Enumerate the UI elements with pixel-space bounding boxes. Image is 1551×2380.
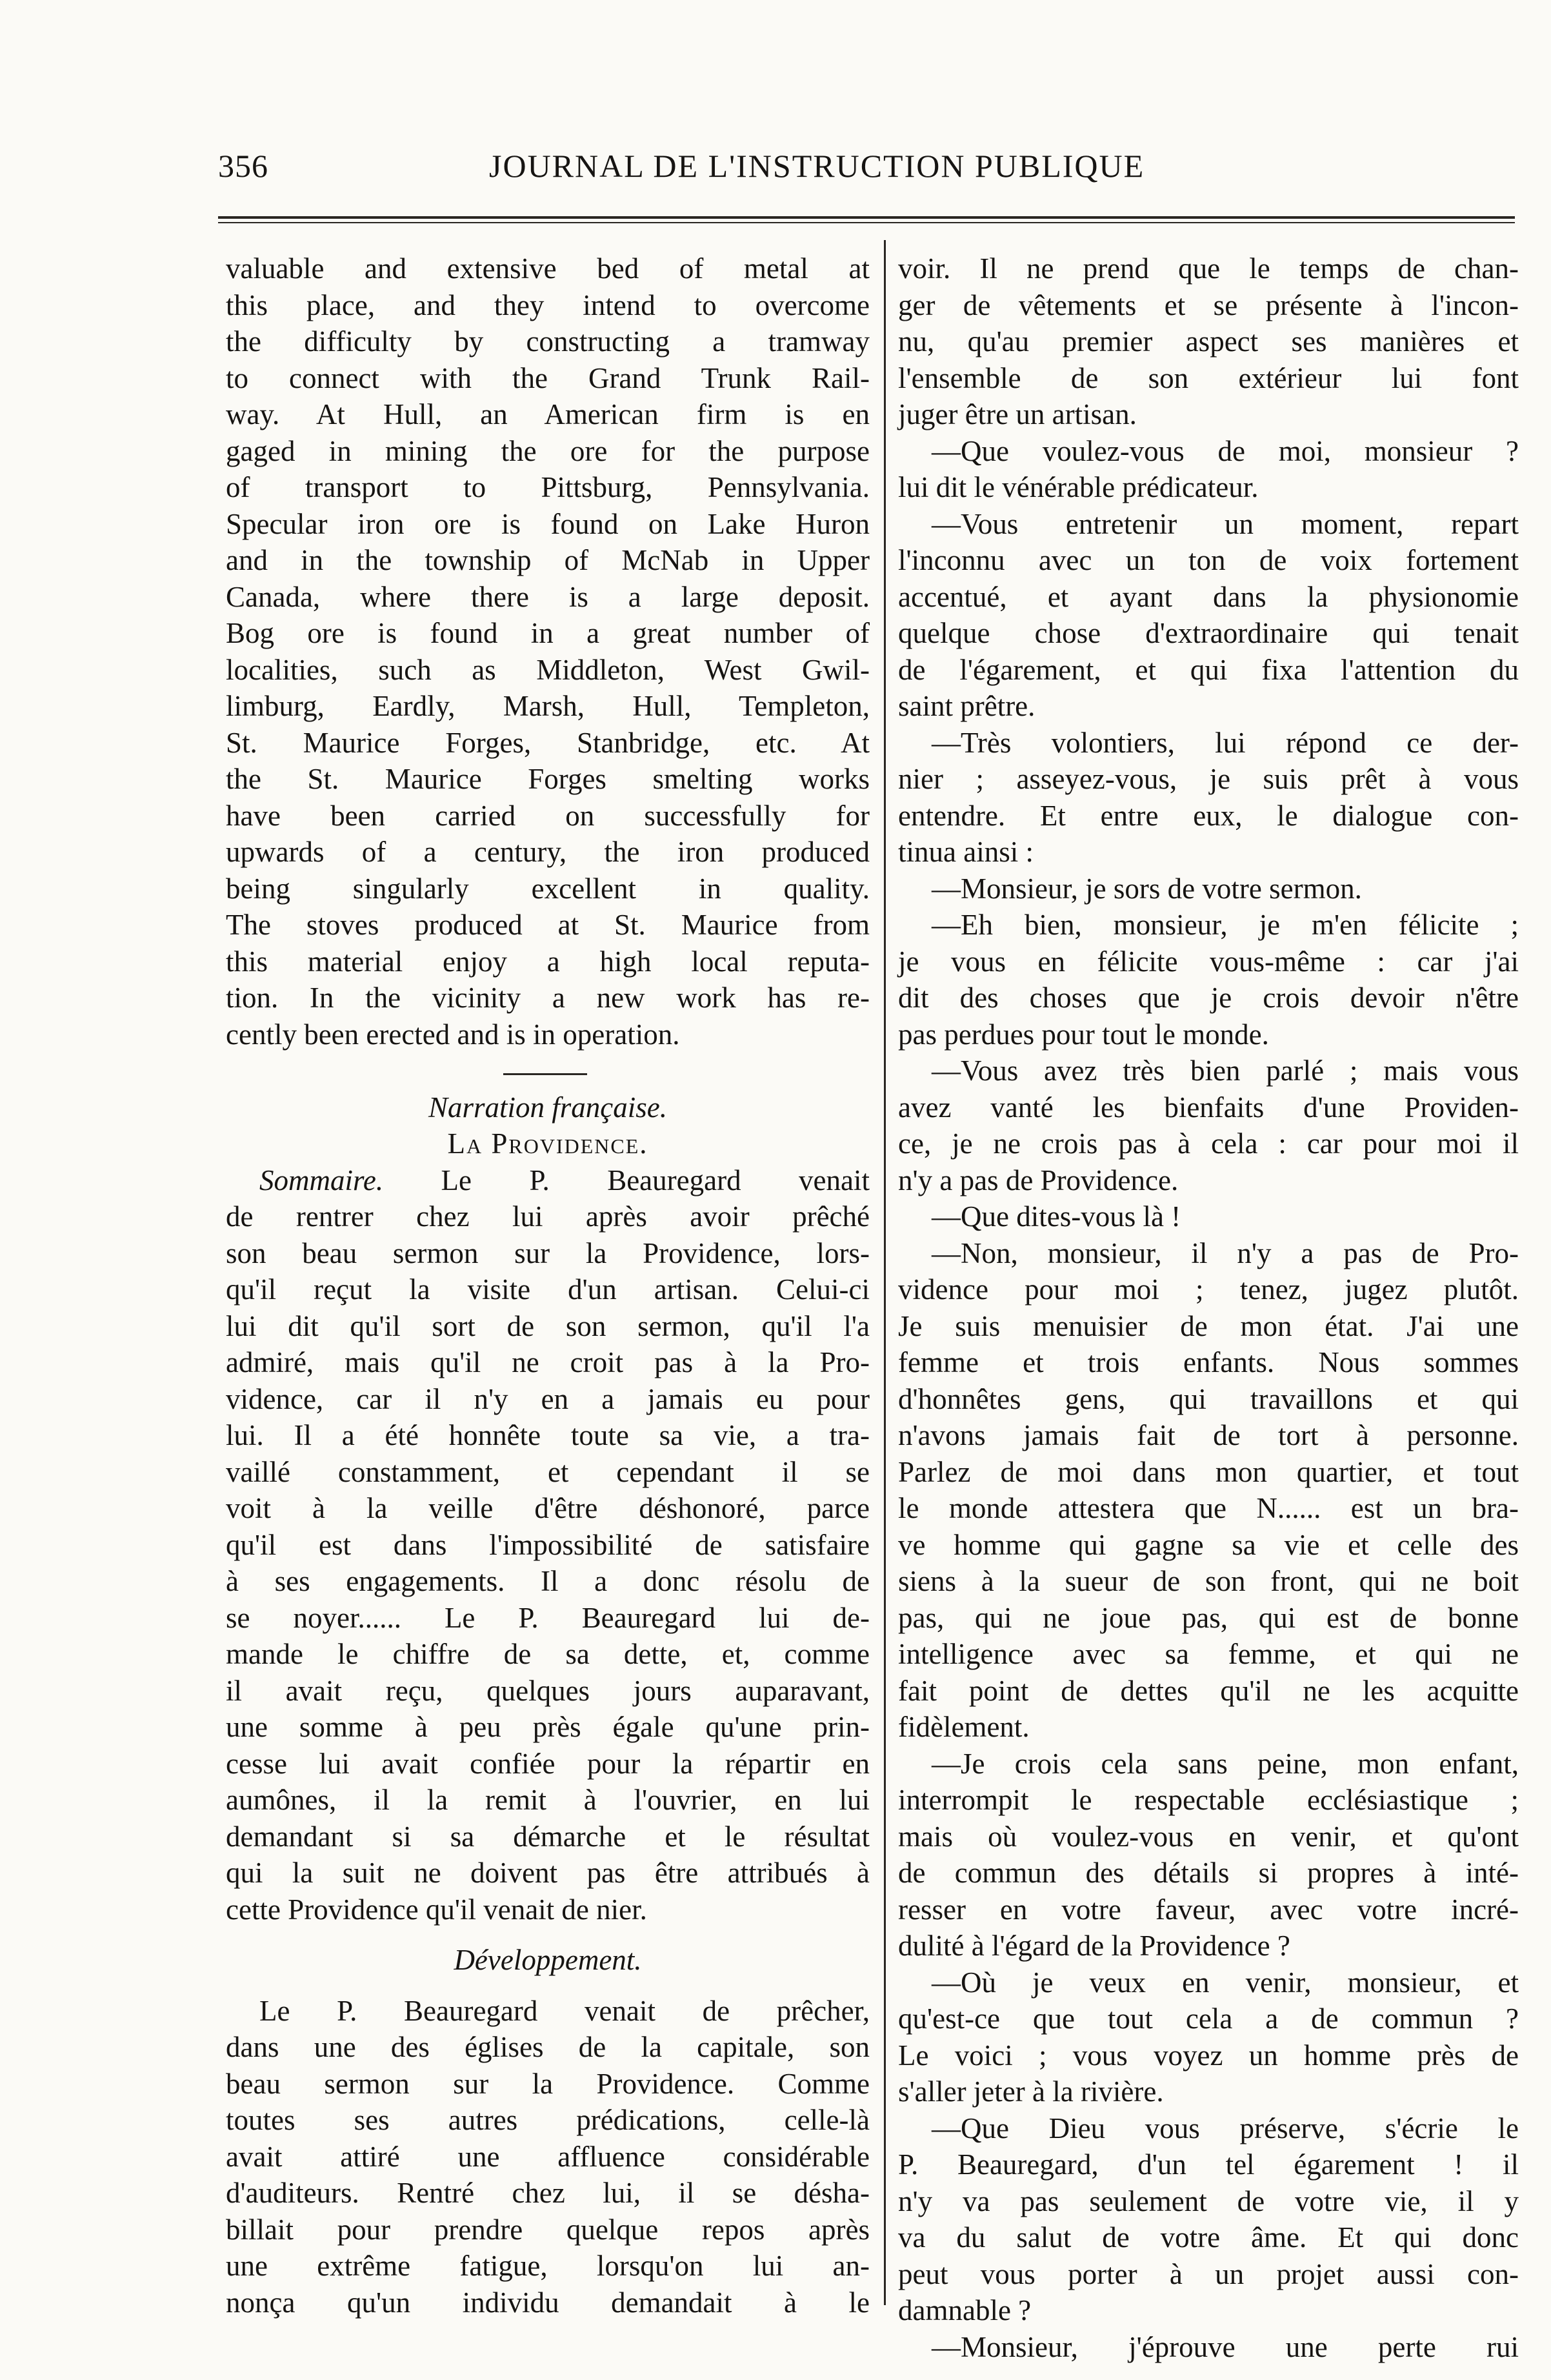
text-line: lui. Il a été honnête toute sa vie, a tra- [226,1419,870,1451]
text-line: being singularly excellent in quality. [226,872,870,905]
header-rule [218,216,1515,219]
text-line: dans une des églises de la capitale, son [226,2031,870,2063]
text-line: nu, qu'au premier aspect ses manières et [898,325,1519,358]
english-paragraph [226,250,870,1053]
text-line: —Que dites-vous là ! [932,1200,1181,1233]
text-line: vidence pour moi ; tenez, jugez plutôt. [898,1273,1519,1306]
text-line: lui dit qu'il sort de son sermon, qu'il l'a [226,1309,870,1342]
text-line: Parlez de moi dans mon quartier, et tout [898,1455,1519,1488]
text-line: accentué, et ayant dans la physionomie [898,580,1519,613]
right-column [898,250,1519,2365]
text-line: way. At Hull, an American firm is en [226,398,870,430]
text-line: lui dit le vénérable prédicateur. [898,471,1259,503]
developpement-paragraph [226,1993,870,2321]
text-line: this place, and they intend to overcome [226,288,870,321]
text-line: localities, such as Middleton, West Gwil- [226,653,870,686]
text-line: intelligence avec sa femme, et qui ne [898,1638,1519,1670]
text-line: Canada, where there is a large deposit. [226,580,870,613]
text-line: beau sermon sur la Providence. Comme [226,2067,870,2100]
text-line: valuable and extensive bed of metal at [226,252,870,285]
text-line: son beau sermon sur la Providence, lors- [226,1236,870,1269]
text-line: gaged in mining the ore for the purpose [226,434,870,467]
text-line: Le P. Beauregard venait de prêcher, [259,1994,870,2027]
text-line: dulité à l'égard de la Providence ? [898,1930,1290,1962]
text-line: this material enjoy a high local reputa- [226,945,870,978]
text-span: Le P. Beauregard venait [383,1164,870,1196]
text-line: l'inconnu avec un ton de voix fortement [898,544,1519,576]
text-line: upwards of a century, the iron produced [226,836,870,868]
text-line: toutes ses autres prédications, celle-là [226,2104,870,2136]
text-line: il avait reçu, quelques jours auparavant, [226,1674,870,1707]
text-line: ger de vêtements et se présente à l'incon- [898,288,1519,321]
left-column [226,250,870,2321]
text-line: and in the township of McNab in Upper [226,544,870,576]
text-line: cette Providence qu'il venait de nier. [226,1893,647,1926]
text-line: n'y a pas de Providence. [898,1164,1179,1196]
text-line: vaillé constamment, et cependant il se [226,1455,870,1488]
text-line: —Vous avez très bien parlé ; mais vous [932,1054,1519,1087]
text-line: va du salut de votre âme. Et qui donc [898,2221,1519,2254]
text-line: —Non, monsieur, il n'y a pas de Pro- [932,1236,1519,1269]
text-line: —Très volontiers, lui répond ce der- [932,726,1519,759]
text-line: to connect with the Grand Trunk Rail- [226,361,870,394]
text-line: de commun des détails si propres à inté- [898,1857,1519,1889]
text-line: voit à la veille d'être déshonoré, parce [226,1492,870,1524]
developpement-heading: Développement. [454,1944,642,1976]
text-line: Bog ore is found in a great number of [226,617,870,649]
text-line: the St. Maurice Forges smelting works [226,763,870,795]
sommaire-paragraph [226,1162,870,1928]
text-line: —Vous entretenir un moment, repart [932,507,1519,540]
text-line: n'y va pas seulement de votre vie, il y [898,2184,1519,2217]
text-line: une somme à peu près égale qu'une prin- [226,1711,870,1743]
text-line [226,1162,870,1199]
text-line: qu'il est dans l'impossibilité de satisfaire [226,1528,870,1561]
text-line: fait point de dettes qu'il ne les acquitte [898,1674,1519,1707]
running-head: JOURNAL DE L'INSTRUCTION PUBLIQUE [489,148,1145,184]
text-line: limburg, Eardly, Marsh, Hull, Templeton, [226,690,870,722]
text-line: siens à la sueur de son front, qui ne boit [898,1565,1519,1597]
text-line: le monde attestera que N...... est un bra- [898,1492,1519,1524]
text-line: pas perdues pour tout le monde. [898,1018,1269,1051]
text-line: n'avons jamais fait de tort à personne. [898,1419,1519,1451]
text-line: d'auditeurs. Rentré chez lui, il se désha- [226,2177,870,2209]
text-line: voir. Il ne prend que le temps de chan- [898,252,1519,285]
text-line: —Que Dieu vous préserve, s'écrie le [932,2112,1519,2144]
text-line: tion. In the vicinity a new work has re- [226,982,870,1014]
text-line: je vous en félicite vous-même : car j'ai [898,945,1519,978]
text-line: tinua ainsi : [898,836,1034,868]
text-line: nonça qu'un individu demandait à le [226,2286,870,2319]
section-separator [226,1053,870,1089]
text-line: admiré, mais qu'il ne croit pas à la Pro- [226,1346,870,1378]
text-line: aumônes, il la remit à l'ouvrier, en lui [226,1784,870,1816]
text-line: Je suis menuisier de mon état. J'ai une [898,1309,1519,1342]
text-line: s'aller jeter à la rivière. [898,2075,1164,2108]
text-line: St. Maurice Forges, Stanbridge, etc. At [226,726,870,759]
text-line: ce, je ne crois pas à cela : car pour moi il [898,1127,1519,1160]
text-line: mais où voulez-vous en venir, et qu'ont [898,1820,1519,1853]
text-line: une extrême fatigue, lorsqu'on lui an- [226,2250,870,2282]
text-line: entendre. Et entre eux, le dialogue con- [898,799,1519,832]
text-line: cently been erected and is in operation. [226,1018,680,1051]
text-line: qu'il reçut la visite d'un artisan. Celui-ci [226,1273,870,1306]
text-line: of transport to Pittsburg, Pennsylvania. [226,471,870,503]
spacer [226,1928,870,1942]
text-line: dit des choses que je crois devoir n'être [898,982,1519,1014]
text-line: ve homme qui gagne sa vie et celle des [898,1528,1519,1561]
text-line: peut vous porter à un projet aussi con- [898,2257,1519,2290]
text-line: d'honnêtes gens, qui travaillons et qui [898,1382,1519,1415]
text-line: damnable ? [898,2294,1032,2326]
spacer [226,1979,870,1993]
header-rule-thin [218,222,1515,223]
text-line: —Où je veux en venir, monsieur, et [932,1966,1519,1999]
text-line: cesse lui avait confiée pour la répartir en [226,1747,870,1780]
text-line: vidence, car il n'y en a jamais eu pour [226,1382,870,1415]
text-line: pas, qui ne joue pas, qui est de bonne [898,1601,1519,1634]
text-line: femme et trois enfants. Nous sommes [898,1346,1519,1378]
page-header [218,147,1521,188]
text-line: quelque chose d'extraordinaire qui tenait [898,617,1519,649]
text-line: The stoves produced at St. Maurice from [226,909,870,941]
text-line: avait attiré une affluence considérable [226,2140,870,2173]
text-line: Le voici ; vous voyez un homme près de [898,2039,1519,2072]
text-line: P. Beauregard, d'un tel égarement ! il [898,2148,1519,2181]
text-line: se noyer...... Le P. Beauregard lui de- [226,1601,870,1634]
text-line: have been carried on successfully for [226,799,870,832]
text-line: qui la suit ne doivent pas être attribués à [226,1857,870,1889]
text-line: mande le chiffre de sa dette, et, comme [226,1638,870,1670]
text-line: à ses engagements. Il a donc résolu de [226,1565,870,1597]
dialogue-text [898,250,1519,2365]
text-line: —Monsieur, je sors de votre sermon. [932,872,1362,905]
text-line: —Je crois cela sans peine, mon enfant, [932,1747,1519,1780]
text-line: the difficulty by constructing a tramway [226,325,870,358]
text-line: fidèlement. [898,1711,1030,1743]
text-line: —Monsieur, j'éprouve une perte rui [932,2330,1519,2363]
section-heading: Narration française. [428,1091,668,1124]
text-line: avez vanté les bienfaits d'une Providen- [898,1091,1519,1124]
text-line: qu'est-ce que tout cela a de commun ? [898,2002,1519,2035]
article-title: La Providence. [447,1127,648,1160]
text-line: de l'égarement, et qui fixa l'attention du [898,653,1519,686]
column-divider [884,240,886,2305]
text-line: billait pour prendre quelque repos après [226,2213,870,2246]
text-line: juger être un artisan. [898,398,1137,430]
text-line: interrompit le respectable ecclésiastique ; [898,1784,1519,1816]
sommaire-label: Sommaire. [259,1164,384,1196]
text-line: de rentrer chez lui après avoir prêché [226,1200,870,1233]
text-line: demandant si sa démarche et le résultat [226,1820,870,1853]
text-line: —Que voulez-vous de moi, monsieur ? [932,434,1519,467]
text-line: saint prêtre. [898,690,1036,722]
text-line: —Eh bien, monsieur, je m'en félicite ; [932,909,1519,941]
text-line: Specular iron ore is found on Lake Huron [226,507,870,540]
text-line: nier ; asseyez-vous, je suis prêt à vous [898,763,1519,795]
text-line: l'ensemble de son extérieur lui font [898,361,1519,394]
page-number: 356 [218,148,268,184]
text-line: resser en votre faveur, avec votre incré- [898,1893,1519,1926]
